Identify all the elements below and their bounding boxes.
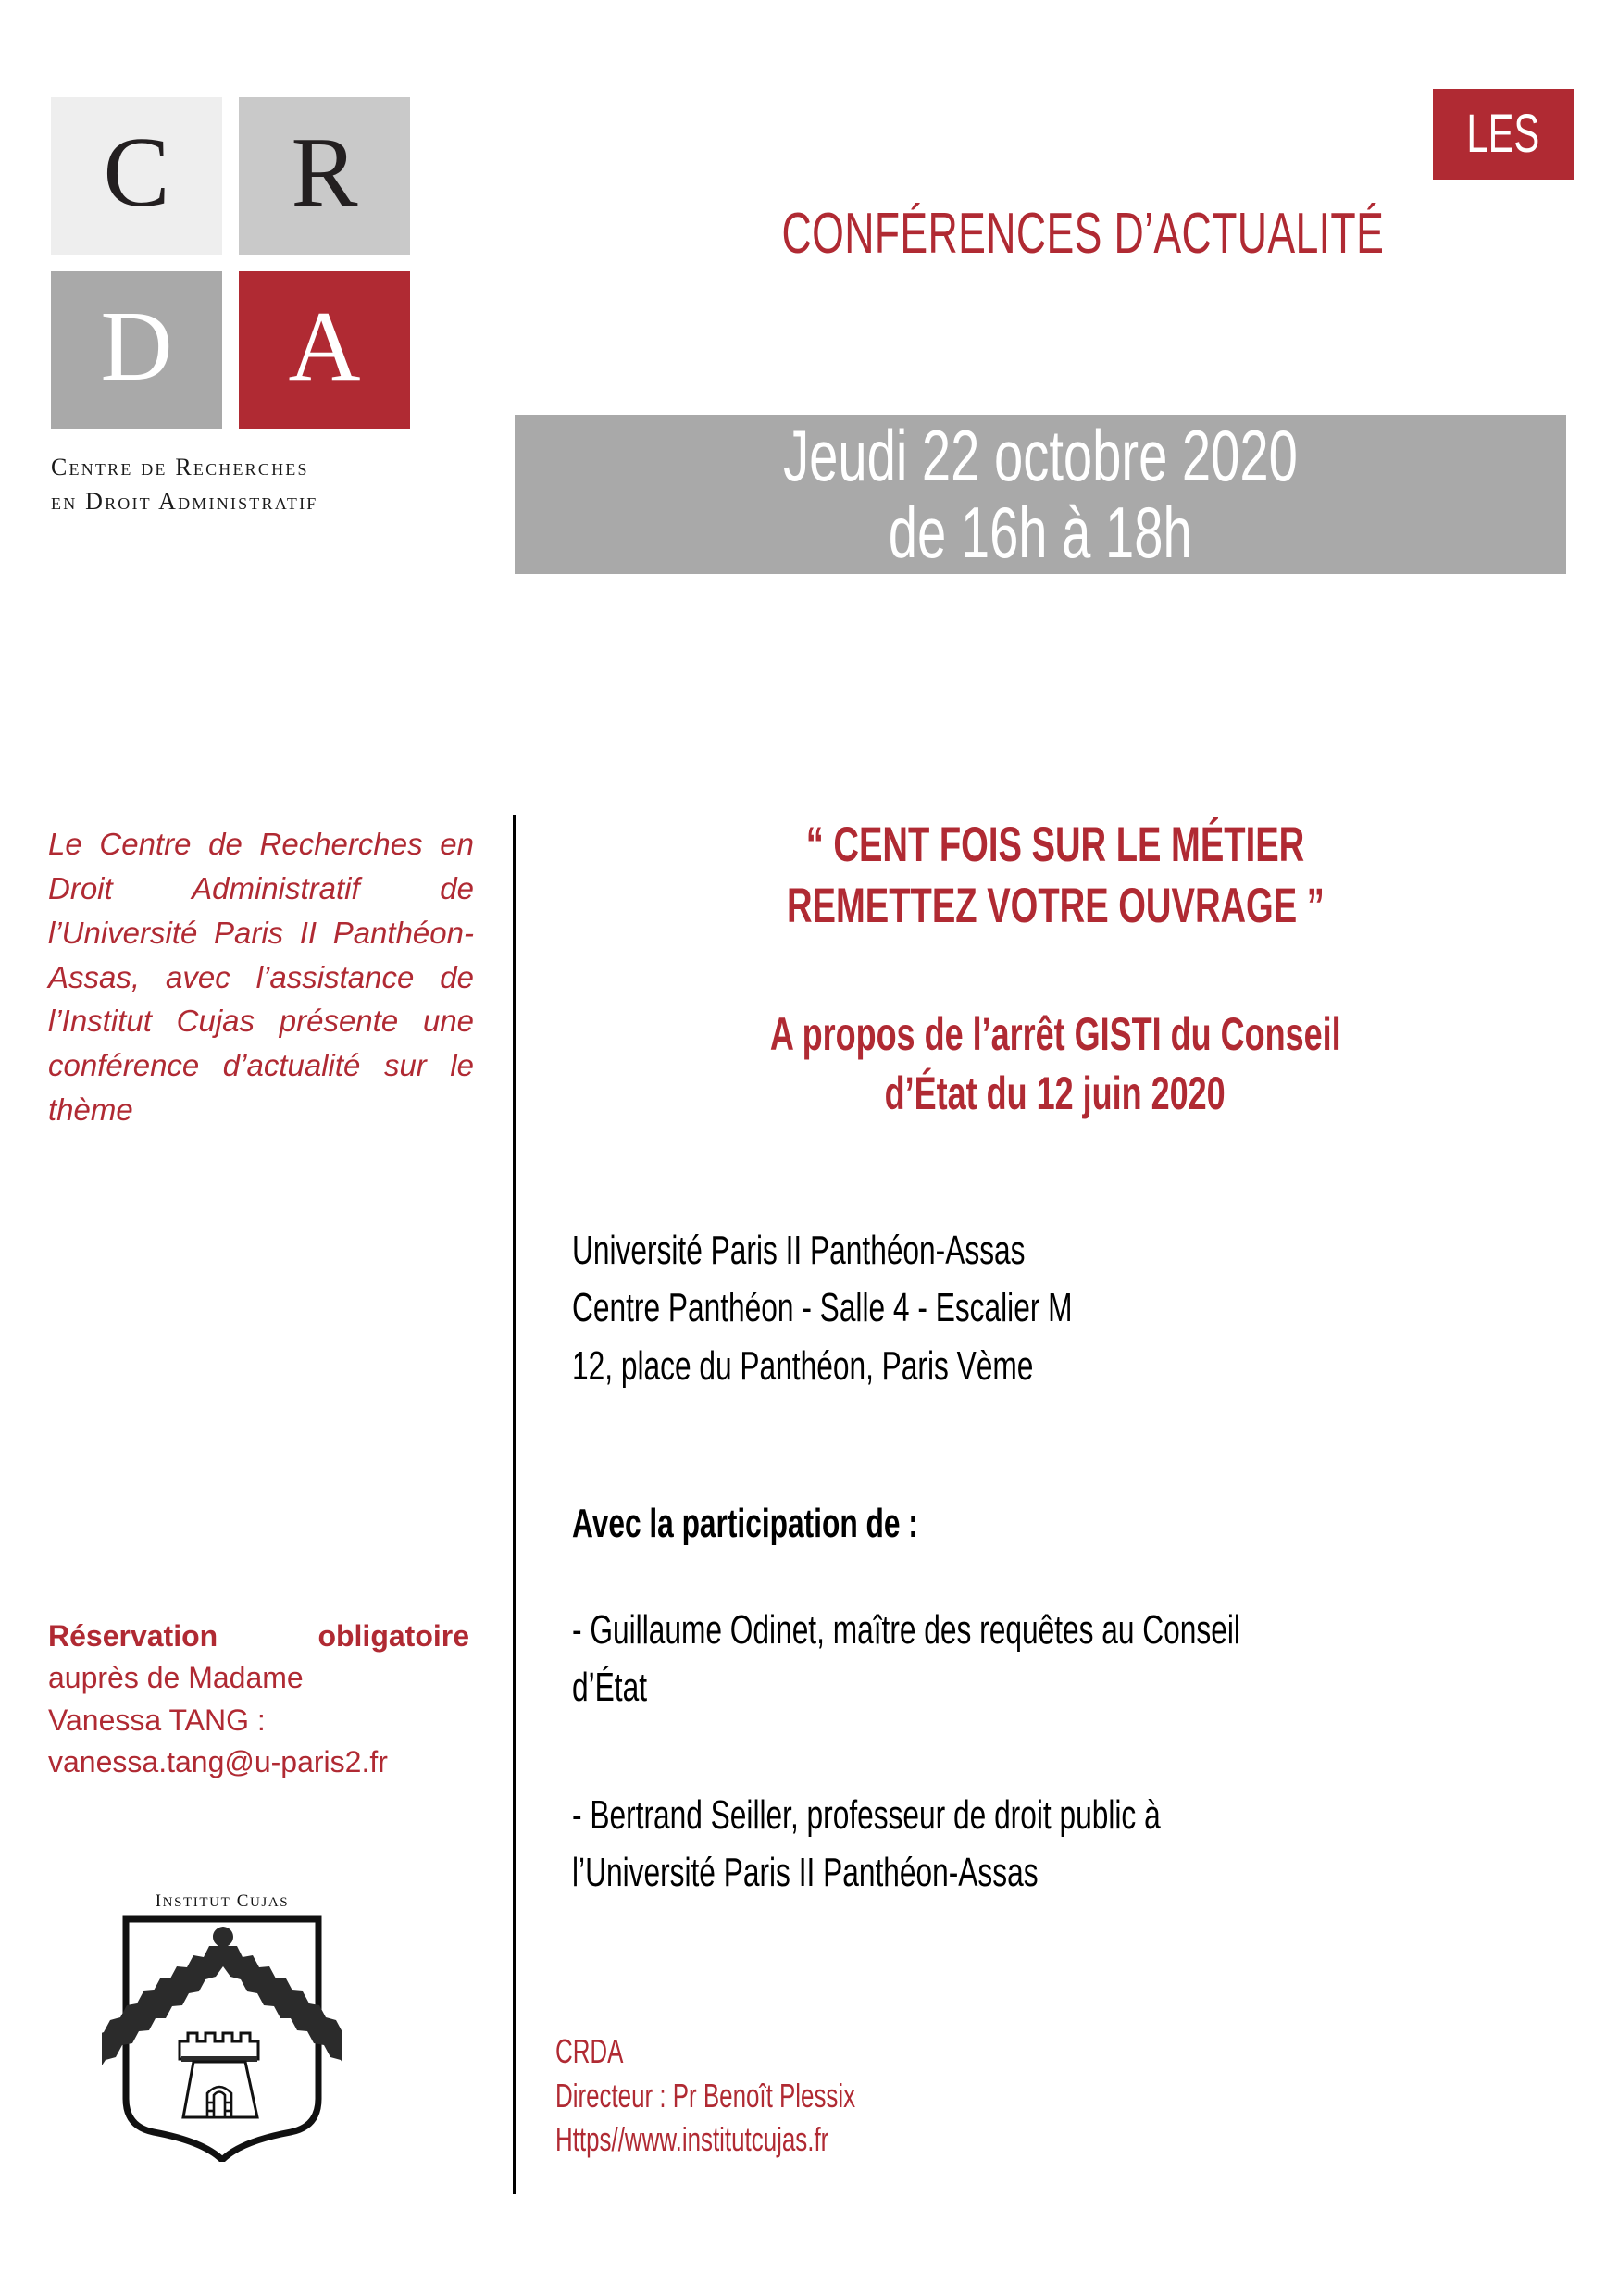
reservation-block [48, 1616, 483, 1784]
participation-heading: Avec la participation de : [572, 1501, 918, 1546]
footer-block [555, 2029, 1388, 2162]
conference-title-line-2: REMETTEZ VOTRE OUVRAGE ” [786, 879, 1325, 934]
date-banner-line-2: de 16h à 18h [889, 492, 1192, 573]
footer-website[interactable]: Https//www.institutcujas.fr [555, 2120, 829, 2159]
crda-letter-r: R [239, 97, 410, 255]
crda-letter-c: C [51, 97, 222, 255]
les-badge-label [1433, 89, 1574, 180]
crda-logo-grid [51, 97, 410, 429]
date-banner-line-1: Jeudi 22 octobre 2020 [783, 415, 1298, 497]
column-divider [513, 815, 516, 2194]
intro-paragraph: Le Centre de Recherches en Droit Administratif de l’Université Paris II Panthéon-Assas, avec l’assistance de l’Institut Cujas présente une conférence d’actualité sur le thème [48, 827, 474, 1128]
crda-logo [51, 97, 435, 519]
les-badge-text: LES [1466, 104, 1540, 164]
crda-caption-line-1: Centre de Recherches [51, 454, 309, 480]
speaker-item-1: - Guillaume Odinet, maître des requêtes au Conseil d’État [572, 1607, 1240, 1711]
svg-text:INSTITUT CUJAS: INSTITUT CUJAS [155, 1891, 290, 1911]
conference-subtitle-line-2: d’État du 12 juin 2020 [884, 1067, 1226, 1119]
venue-line-1: Université Paris II Panthéon-Assas [572, 1228, 1026, 1273]
conference-subtitle [555, 1004, 1555, 1123]
venue-line-3: 12, place du Panthéon, Paris Vème [572, 1342, 1034, 1389]
les-badge [1433, 89, 1574, 180]
footer-director: Directeur : Pr Benoît Plessix [555, 2076, 856, 2115]
reservation-heading: Réservation obligatoire [48, 1619, 469, 1653]
date-banner [515, 415, 1566, 574]
crda-letter-a: A [239, 271, 410, 429]
conference-title [555, 815, 1555, 938]
conference-title-line-1: “ CENT FOIS SUR LE MÉTIER [805, 817, 1305, 872]
venue-block [572, 1222, 1581, 1395]
reservation-email[interactable]: vanessa.tang@u-paris2.fr [48, 1745, 388, 1779]
institut-cujas-logo [102, 1884, 342, 2162]
venue-line-2: Centre Panthéon - Salle 4 - Escalier M [572, 1285, 1073, 1331]
crda-letter-d: D [51, 271, 222, 429]
conference-subtitle-line-1: A propos de l’arrêt GISTI du Conseil [769, 1008, 1341, 1060]
crda-logo-caption [51, 451, 449, 519]
reservation-line-2: Vanessa TANG : [48, 1703, 266, 1737]
cujas-crest-icon [102, 1884, 342, 2162]
footer-org: CRDA [555, 2032, 624, 2070]
crda-caption-line-2: en Droit Administratif [51, 487, 318, 515]
conferences-title [648, 202, 1518, 266]
speaker-item-2: - Bertrand Seiller, professeur de droit public à l’Université Paris II Panthéon-Assas [572, 1792, 1161, 1896]
conferences-title-text: CONFÉRENCES D’ACTUALITÉ [781, 202, 1385, 266]
reservation-line-1: auprès de Madame [48, 1661, 304, 1695]
